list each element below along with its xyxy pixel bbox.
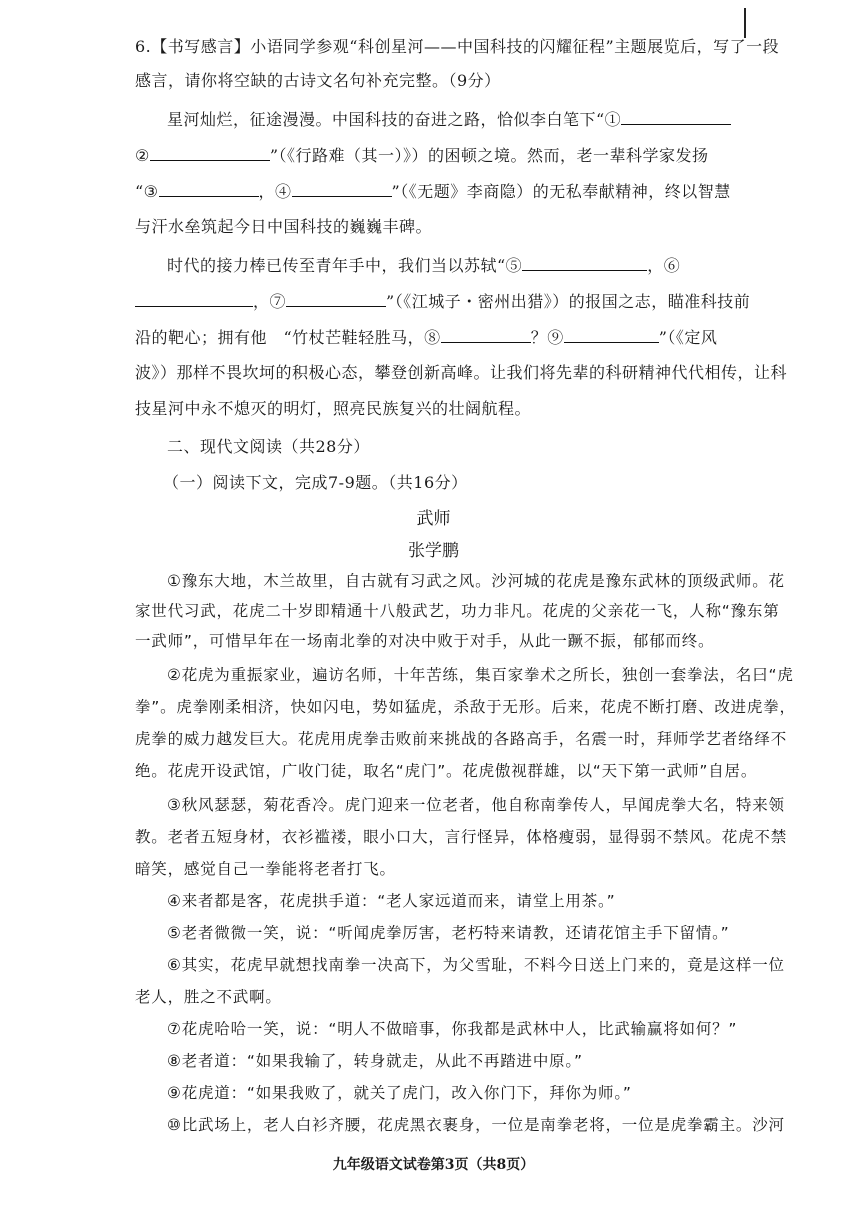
article-line: 虎拳的威力越发巨大。花虎用虎拳击败前来挑战的各路高手，名震一时，拜师学艺者络绎不	[135, 730, 788, 748]
q6-para1-line1	[167, 106, 757, 133]
answer-blank-3[interactable]	[159, 178, 259, 197]
q6-para2-line3	[135, 324, 755, 351]
article-line: ⑨花虎道：“如果我败了，就关了虎门，改入你门下，拜你为师。”	[167, 1084, 632, 1102]
q6-para2-line5: 技星河中永不熄灭的明灯，照亮民族复兴的壮阔航程。	[135, 399, 532, 418]
q6-text: 星河灿烂，征途漫漫。中国科技的奋进之路，恰似李白笔下“①	[167, 110, 622, 129]
q6-text: “③	[135, 182, 159, 201]
answer-blank-9[interactable]	[564, 324, 659, 343]
article-author: 张学鹏	[408, 541, 459, 561]
article-line: 绝。花虎开设武馆，广收门徒，取名“虎门”。花虎傲视群雄，以“天下第一武师”自居。	[135, 762, 758, 780]
article-line: ①豫东大地，木兰故里，自古就有习武之风。沙河城的花虎是豫东武林的顶级武师。花	[167, 572, 785, 590]
q6-text: ”（《定风	[658, 328, 718, 347]
q6-para1-line2	[135, 142, 755, 169]
article-line: ⑧老者道：“如果我输了，转身就走，从此不再踏进中原。”	[167, 1052, 583, 1070]
q6-para2-line1	[167, 252, 757, 279]
q6-para1-line4: 与汗水垒筑起今日中国科技的巍巍丰碑。	[135, 217, 433, 236]
q6-para2-line4: 波》）那样不畏坎坷的积极心态，攀登创新高峰。让我们将先辈的科研精神代代相传，让科	[135, 363, 788, 382]
article-line: ③秋风瑟瑟，菊花香冷。虎门迎来一位老者，他自称南拳传人，早闻虎拳大名，特来领	[167, 796, 785, 814]
q6-text: ”（《行路难（其一）》）的困顿之境。然而，老一辈科学家发扬	[269, 146, 709, 165]
article-line: ②花虎为重振家业，遍访名师，十年苦练，集百家拳术之所长，独创一套拳法，名曰“虎	[167, 666, 794, 684]
q6-line-1: 6.【书写感言】小语同学参观“科创星河——中国科技的闪耀征程”主题展览后，写了一段	[135, 37, 780, 56]
section-heading: 二、现代文阅读（共28分）	[167, 437, 370, 456]
article-line: 家世代习武，花虎二十岁即精通十八般武艺，功力非凡。花虎的父亲花一飞，人称“豫东第	[135, 602, 780, 620]
q6-text: ”（《江城子・密州出猎》）的报国之志，瞄准科技前	[386, 292, 751, 311]
answer-blank-7[interactable]	[286, 288, 386, 307]
answer-blank-8[interactable]	[441, 324, 531, 343]
article-line: 暗笑，感觉自己一拳能将老者打飞。	[135, 860, 396, 878]
article-line: 拳”。虎拳刚柔相济，快如闪电，势如猛虎，杀敌于无形。后来，花虎不断打磨、改进虎拳，	[135, 698, 796, 716]
q6-text: ②	[135, 146, 150, 165]
article-line: ⑥其实，花虎早就想找南拳一决高下，为父雪耻，不料今日送上门来的，竟是这样一位	[167, 956, 785, 974]
q6-text: ，④	[258, 182, 292, 201]
q6-text: ”（《无题》李商隐）的无私奉献精神，终以智慧	[391, 182, 731, 201]
page-footer: 九年级语文试卷第3页（共8页）	[332, 1157, 535, 1173]
answer-blank-2[interactable]	[150, 142, 270, 161]
article-line: 老人，胜之不武啊。	[135, 988, 282, 1006]
article-line: ⑩比武场上，老人白衫齐腰，花虎黑衣裹身，一位是南拳老将，一位是虎拳霸主。沙河	[167, 1116, 785, 1134]
q6-text: 沿的靶心；拥有他 “竹杖芒鞋轻胜马，⑧	[135, 328, 441, 347]
article-line: ⑤老者微微一笑，说：“听闻虎拳厉害，老朽特来请教，还请花馆主手下留情。”	[167, 924, 730, 942]
q6-text: ，⑦	[253, 292, 287, 311]
q6-text: 时代的接力棒已传至青年手中，我们当以苏轼“⑤	[167, 256, 523, 275]
answer-blank-5[interactable]	[522, 252, 647, 271]
section-subheading: （一）阅读下文，完成7-9题。（共16分）	[163, 473, 468, 492]
article-line: 教。老者五短身材，衣衫褴褛，眼小口大，言行怪异，体格瘦弱，显得弱不禁风。花虎不禁	[135, 828, 788, 846]
q6-para1-line3	[135, 178, 755, 205]
article-line: 一武师”，可惜早年在一场南北拳的对决中败于对手，从此一蹶不振，郁郁而终。	[135, 632, 715, 650]
q6-para2-line2	[135, 288, 755, 315]
q6-text: ？⑨	[530, 328, 564, 347]
q6-text: ，⑥	[647, 256, 681, 275]
article-title: 武师	[416, 509, 451, 529]
article-line: ④来者都是客，花虎拱手道：“老人家远道而来，请堂上用茶。”	[167, 892, 616, 910]
answer-blank-1[interactable]	[621, 106, 731, 125]
article-line: ⑦花虎哈哈一笑，说：“明人不做暗事，你我都是武林中人，比武输赢将如何？”	[167, 1020, 738, 1038]
answer-blank-6[interactable]	[135, 288, 253, 307]
q6-line-2: 感言，请你将空缺的古诗文名句补充完整。（9分）	[135, 71, 501, 90]
answer-blank-4[interactable]	[292, 178, 392, 197]
